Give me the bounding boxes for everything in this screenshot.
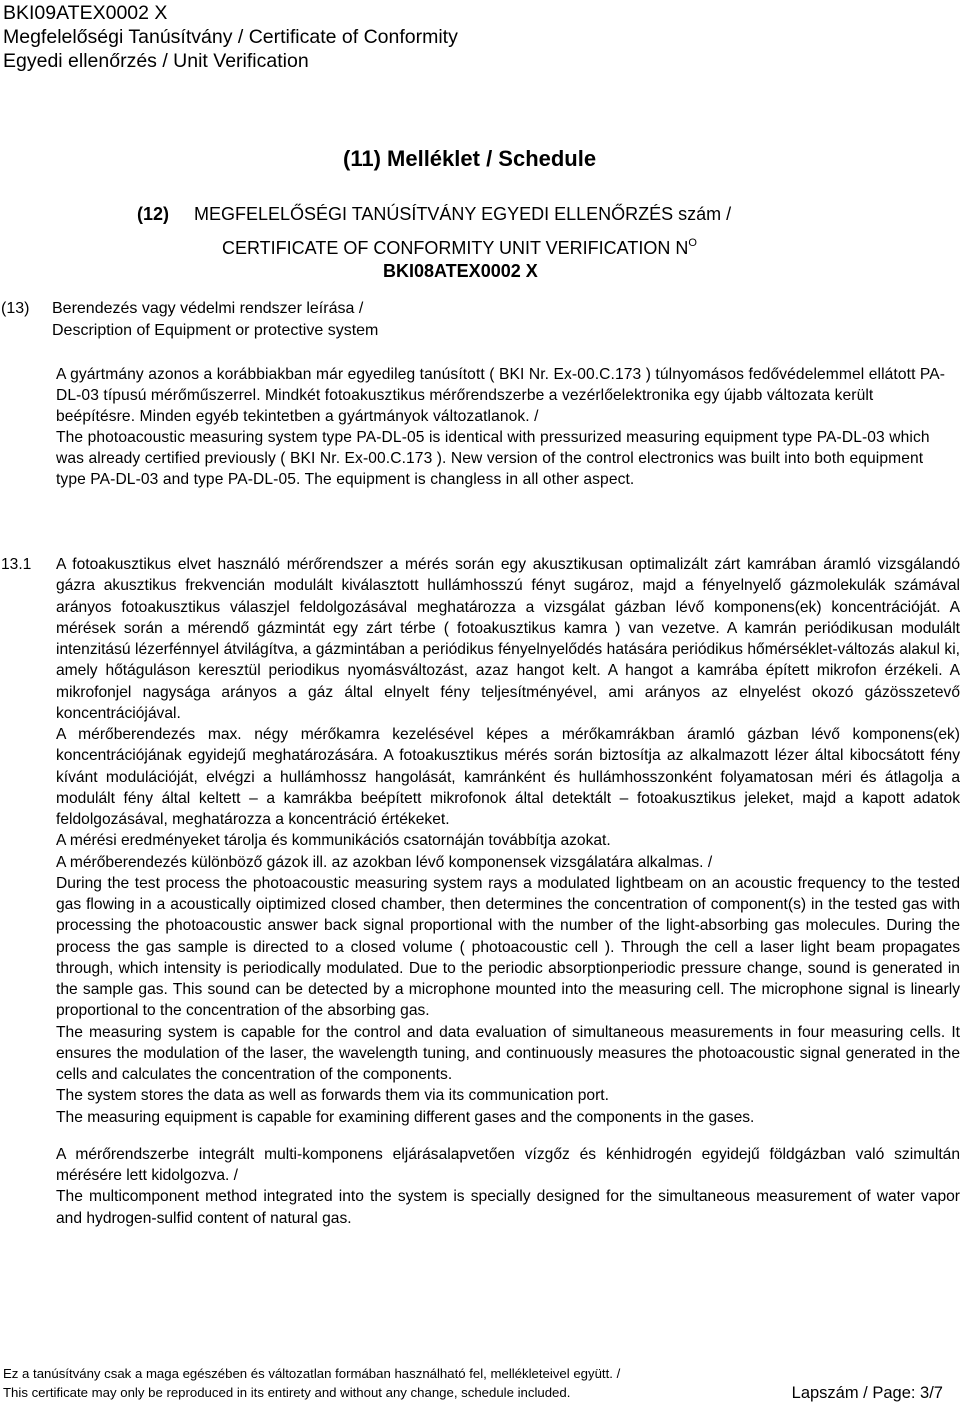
section-paragraph: A fotoakusztikus elvet használó mérőrendszer a mérés során egy akusztikusan optimalizált zárt kamrában áramló vizsgálandó gázra akusztikus frekvencián modulált kiválasztott hullámhosszú fényt sugároz, majd a fényelnyelő gázmolekulák számával arányos fotoakusztikus válaszjel feldolgozásával meghatározza a vizsgálat gázban lévő komponens(ek) koncentrációját. A mérések során a mérendő gázmintát egy zárt térbe ( fotoakusztikus kamra ) van vezetve. A kamrán periódikusan modulált intenzitású lézerfénnyel átvilágítva, a gázmintában a periódikus fényelnyelődés hatására periódikus hőmérséklet-változás alakul ki, amely hőtáguláson keresztül periodikus nyomásváltozást, azaz hangot kelt. A hangot a kamrába épített mikrofon érzékeli. A mikrofonjel nagysága arányos a gáz által elnyelt fény teljesítményével, ami arányos az elnyelést okozó gázösszetevő koncentrációjával. bbox=[56, 556, 960, 722]
page-footer bbox=[3, 1364, 953, 1402]
document-subtype: Egyedi ellenőrzés / Unit Verification bbox=[3, 50, 309, 72]
certificate-heading-hu: MEGFELELŐSÉGI TANÚSÍTVÁNY EGYEDI ELLENŐRZÉS szám / bbox=[194, 204, 732, 224]
footer-notice-en: This certificate may only be reproduced in its entirety and without any change, schedule included. bbox=[3, 1385, 571, 1400]
section-paragraph: A mérőberendezés különböző gázok ill. az azokban lévő komponensek vizsgálatára alkalmas. / bbox=[56, 853, 713, 871]
page-number: Lapszám / Page: 3/7 bbox=[791, 1384, 943, 1402]
section-number: 13.1 bbox=[1, 556, 32, 573]
certificate-heading-number: (12) bbox=[137, 204, 170, 224]
section-paragraph: A mérési eredményeket tárolja és kommunikációs csatornáján továbbítja azokat. bbox=[56, 832, 611, 850]
intro-paragraphs bbox=[56, 364, 951, 490]
paragraph-gap bbox=[56, 1128, 960, 1144]
schedule-title: (11) Melléklet / Schedule bbox=[343, 146, 597, 171]
certificate-number: BKI08ATEX0002 X bbox=[383, 261, 538, 281]
description-number: (13) bbox=[1, 300, 30, 317]
certificate-heading-sup: O bbox=[688, 237, 697, 249]
document-id: BKI09ATEX0002 X bbox=[3, 2, 168, 24]
section-paragraph: The multicomponent method integrated into the system is specially designed for the simultaneous measurement of water vapor and hydrogen-sulfid content of natural gas. bbox=[56, 1188, 960, 1227]
section-paragraph: The system stores the data as well as forwards them via its communication port. bbox=[56, 1087, 609, 1105]
section-paragraph: The measuring system is capable for the control and data evaluation of simultaneous measurements in four measuring cells. It ensures the modulation of the laser, the wavelength tuning, and continuously measures the photoacoustic signal generated in the cells and calculates the concentration of the components. bbox=[56, 1023, 960, 1083]
section-paragraph: A mérőberendezés max. négy mérőkamra kezelésével képes a mérőkamrákban áramló gázban lévő komponens(ek) koncentrációjának egyidejű meghatározására. A fotoakusztikus mérés során biztosítja az alkalmazott lézer által kibocsátott fény kívánt modulációját, elvégzi a hullámhossz hangolását, kamránként és hullámhosszonként folyamatosan méri és átlagolja a modulált fény által keltett – a kamrákba beépített mikrofonok által detektált – fotoakusztikus jeleket, majd a kapott adatok feldolgozásával, meghatározza a koncentráció értékeket. bbox=[56, 726, 960, 828]
certificate-heading-en: CERTIFICATE OF CONFORMITY UNIT VERIFICATION N bbox=[222, 238, 689, 258]
section-paragraph: During the test process the photoacoustic measuring system rays a modulated lightbeam on an acoustic frequency to the tested gas flowing in a acoustically oiptimized closed chamber, then determines the concentration of component(s) in the tested gas with processing the photoacoustic answer back signal proportional with the number of the light-absorbing gas molecules. During the process the gas sample is directed to a closed volume ( photoacoustic cell ). Through the cell a laser light beam propagates through, which intensity is periodically modulated. Due to the periodic absorptionperiodic pressure change, sound is generated in the sample gas. This sound can be detected by a microphone mounted into the measuring cell. The microphone signal is linearly proportional to the concentration of the absorbing gas. bbox=[56, 874, 960, 1020]
section-body bbox=[56, 554, 960, 1229]
section-paragraph: The measuring equipment is capable for examining different gases and the components in the gases. bbox=[56, 1108, 755, 1126]
description-label-en: Description of Equipment or protective system bbox=[52, 322, 379, 339]
document-header bbox=[3, 1, 458, 73]
intro-hungarian: A gyártmány azonos a korábbiakban már egyedileg tanúsított ( BKI Nr. Ex-00.C.173 ) túlnyomásos fedővédelemmel ellátott PA-DL-03 típusú mérőműszerrel. Mindkét fotoakusztikus mérőrendszerbe a vezérlőelektronika egy újabb változata került beépítésre. Minden egyéb tekintetben a gyártmányok változatlanok. / bbox=[56, 366, 946, 425]
intro-english: The photoacoustic measuring system type PA-DL-05 is identical with pressurized measuring equipment type PA-DL-03 which was already certified previously ( BKI Nr. Ex-00.C.173 ). New version of the control electronics was built into both equipment type PA-DL-03 and type PA-DL-05. The equipment is changless in all other aspect. bbox=[56, 429, 930, 488]
footer-notice-hu: Ez a tanúsítvány csak a maga egészében és változatlan formában használható fel, mellékleteivel együtt. / bbox=[3, 1366, 621, 1381]
description-label-hu: Berendezés vagy védelmi rendszer leírása / bbox=[52, 300, 364, 317]
section-paragraph: A mérőrendszerbe integrált multi-komponens eljárásalapvetően vízgőz és kénhidrogén egyidejű földgázban való szimultán mérésére lett kidolgozva. / bbox=[56, 1145, 960, 1184]
document-type: Megfelelőségi Tanúsítvány / Certificate of Conformity bbox=[3, 26, 458, 48]
